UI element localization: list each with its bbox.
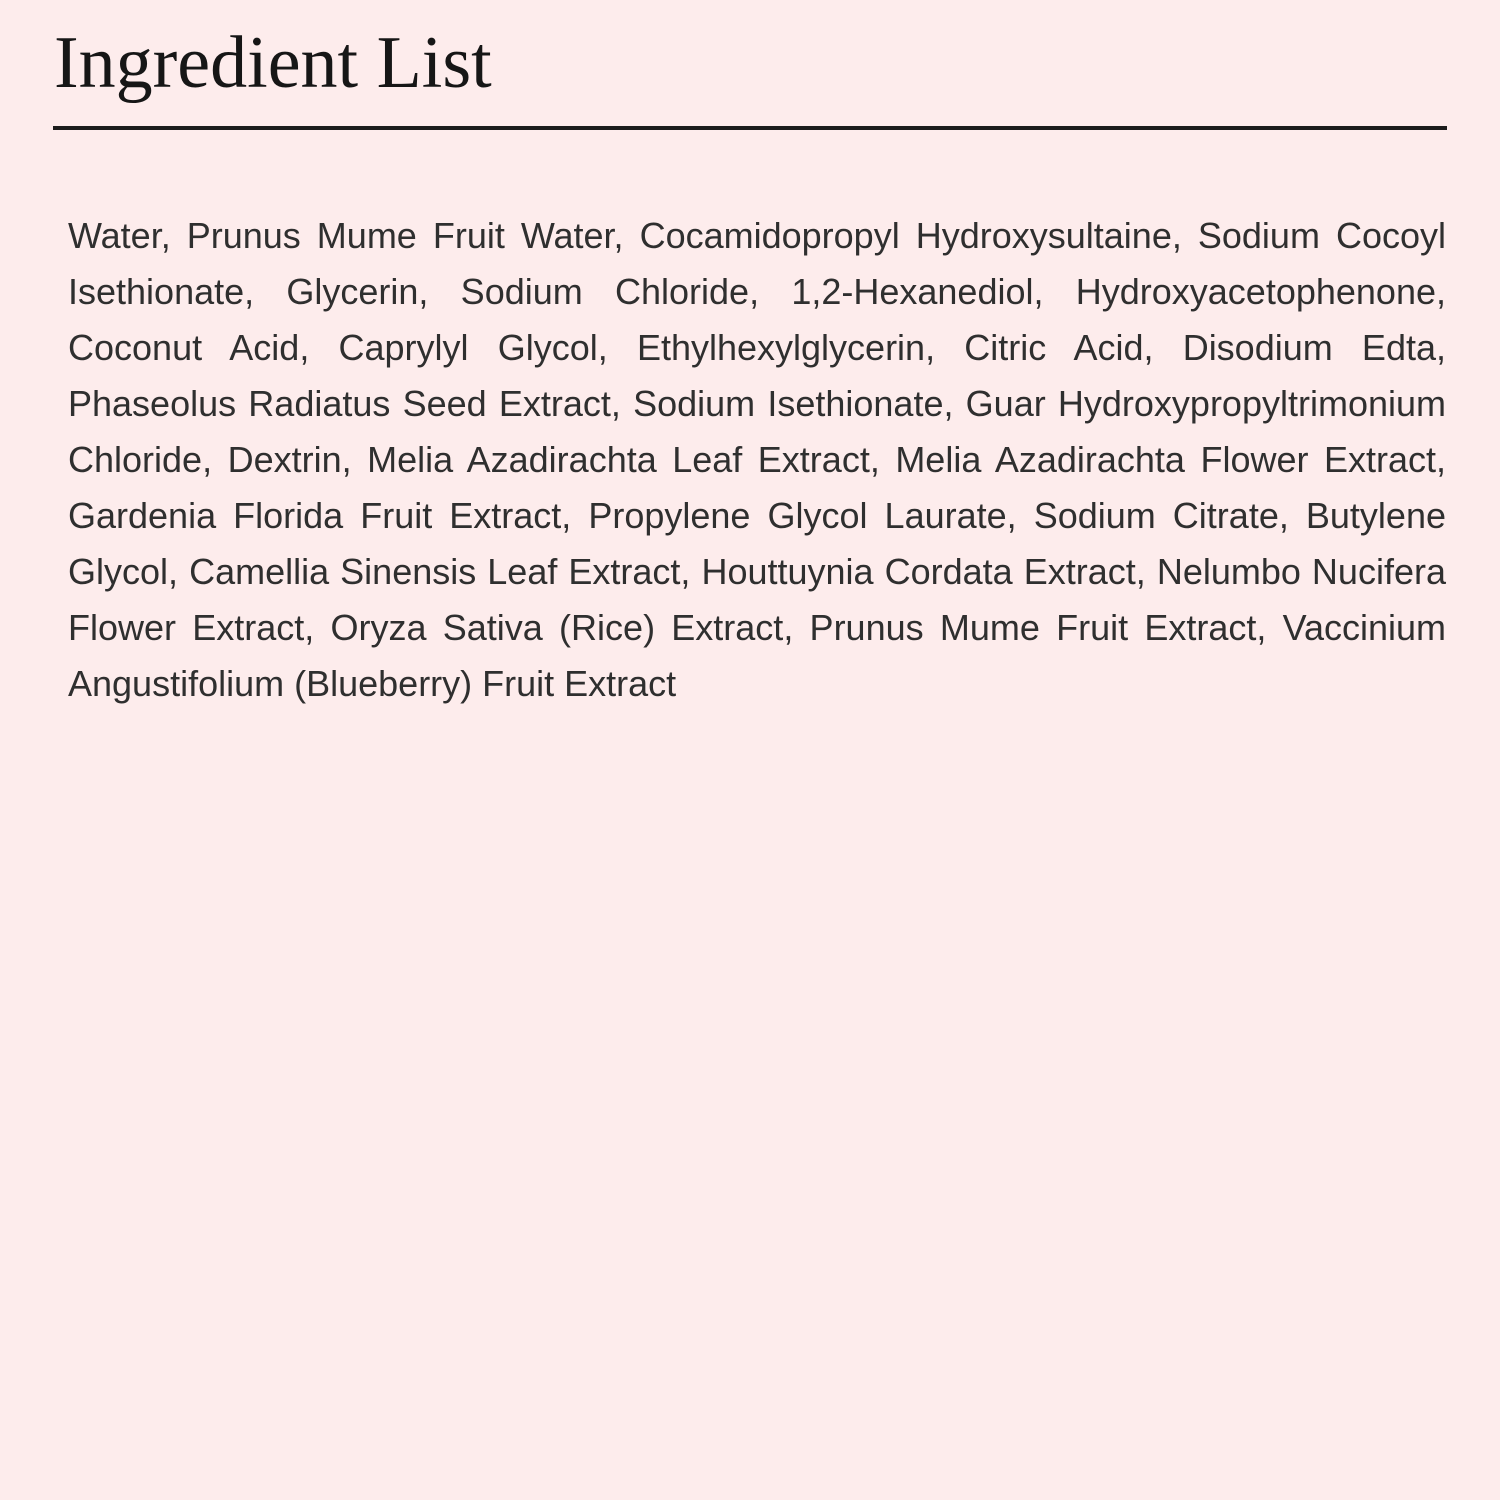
title-divider: [53, 126, 1447, 130]
ingredients-paragraph: Water, Prunus Mume Fruit Water, Cocamidopropyl Hydroxysultaine, Sodium Cocoyl Isethionate, Glycerin, Sodium Chloride, 1,2-Hexanediol, Hydroxyacetophenone, Coconut Acid, Caprylyl Glycol, Ethylhexylglycerin, Citric Acid, Disodium Edta, Phaseolus Radiatus Seed Extract, Sodium Isethionate, Guar Hydroxypropyltrimonium Chloride, Dextrin, Melia Azadirachta Leaf Extract, Melia Azadirachta Flower Extract, Gardenia Florida Fruit Extract, Propylene Glycol Laurate, Sodium Citrate, Butylene Glycol, Camellia Sinensis Leaf Extract, Houttuynia Cordata Extract, Nelumbo Nucifera Flower Extract, Oryza Sativa (Rice) Extract, Prunus Mume Fruit Extract, Vaccinium Angustifolium (Blueberry) Fruit Extract: [68, 215, 1446, 704]
page-title: Ingredient List: [54, 22, 492, 104]
